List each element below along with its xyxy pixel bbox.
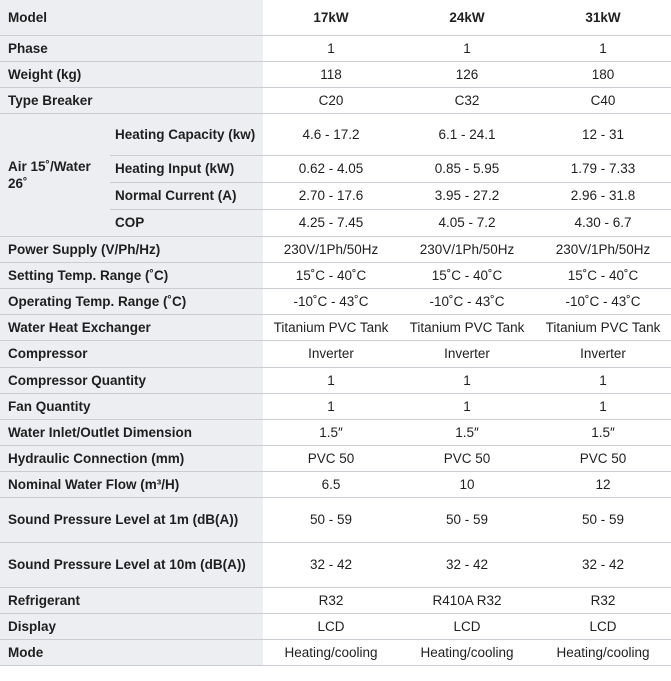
cell-value: 4.05 - 7.2 (399, 209, 535, 236)
row-label: Sound Pressure Level at 1m (dB(A)) (0, 497, 263, 542)
cell-value: C40 (535, 87, 671, 113)
cell-value: 32 - 42 (263, 542, 399, 587)
row-label: Nominal Water Flow (m³/H) (0, 471, 263, 497)
table-row (0, 113, 671, 155)
cell-value: 230V/1Ph/50Hz (263, 236, 399, 262)
cell-value: 118 (263, 61, 399, 87)
cell-value: 4.30 - 6.7 (535, 209, 671, 236)
header-label: Model (0, 0, 263, 35)
row-label: Sound Pressure Level at 10m (dB(A)) (0, 542, 263, 587)
cell-value: Titanium PVC Tank (399, 314, 535, 340)
header-col-24kw: 24kW (399, 0, 535, 35)
cell-value: R32 (535, 587, 671, 613)
row-label: Compressor Quantity (0, 367, 263, 393)
table-row (0, 471, 671, 497)
cell-value: -10˚C - 43˚C (263, 288, 399, 314)
cell-value: 1 (535, 393, 671, 419)
cell-value: Titanium PVC Tank (263, 314, 399, 340)
cell-value: 1.79 - 7.33 (535, 155, 671, 182)
row-label: Refrigerant (0, 587, 263, 613)
cell-value: Heating/cooling (535, 639, 671, 665)
cell-value: 1.5″ (399, 419, 535, 445)
row-label: Type Breaker (0, 87, 263, 113)
cell-value: 126 (399, 61, 535, 87)
cell-value: Heating/cooling (399, 639, 535, 665)
cell-value: 15˚C - 40˚C (535, 262, 671, 288)
sub-label: Heating Capacity (kw) (110, 113, 263, 155)
cell-value: Heating/cooling (263, 639, 399, 665)
row-label: Phase (0, 35, 263, 61)
row-label: Setting Temp. Range (˚C) (0, 262, 263, 288)
row-label: Water Inlet/Outlet Dimension (0, 419, 263, 445)
cell-value: 1 (263, 393, 399, 419)
cell-value: LCD (535, 613, 671, 639)
cell-value: 2.96 - 31.8 (535, 182, 671, 209)
cell-value: 12 (535, 471, 671, 497)
cell-value: Inverter (263, 340, 399, 367)
table-row (0, 236, 671, 262)
cell-value: 1 (263, 35, 399, 61)
cell-value: -10˚C - 43˚C (535, 288, 671, 314)
table-row (0, 445, 671, 471)
row-label: Compressor (0, 340, 263, 367)
table-row (0, 542, 671, 587)
cell-value: 0.85 - 5.95 (399, 155, 535, 182)
table-row (0, 587, 671, 613)
cell-value: 3.95 - 27.2 (399, 182, 535, 209)
row-label: Power Supply (V/Ph/Hz) (0, 236, 263, 262)
cell-value: 6.1 - 24.1 (399, 113, 535, 155)
cell-value: 50 - 59 (263, 497, 399, 542)
cell-value: 230V/1Ph/50Hz (399, 236, 535, 262)
cell-value: C20 (263, 87, 399, 113)
cell-value: 230V/1Ph/50Hz (535, 236, 671, 262)
cell-value: 32 - 42 (535, 542, 671, 587)
cell-value: 2.70 - 17.6 (263, 182, 399, 209)
cell-value: 1 (399, 393, 535, 419)
table-row (0, 613, 671, 639)
table-row (0, 87, 671, 113)
cell-value: LCD (399, 613, 535, 639)
table-row (0, 314, 671, 340)
cell-value: 0.62 - 4.05 (263, 155, 399, 182)
table-row (0, 262, 671, 288)
row-label: Operating Temp. Range (˚C) (0, 288, 263, 314)
cell-value: Inverter (399, 340, 535, 367)
header-col-31kw: 31kW (535, 0, 671, 35)
cell-value: 10 (399, 471, 535, 497)
cell-value: 4.25 - 7.45 (263, 209, 399, 236)
row-label: Weight (kg) (0, 61, 263, 87)
table-row (0, 367, 671, 393)
table-row (0, 393, 671, 419)
row-label: Display (0, 613, 263, 639)
group-label: Air 15˚/Water 26˚ (0, 113, 110, 236)
header-row (0, 0, 671, 35)
sub-label: Heating Input (kW) (110, 155, 263, 182)
cell-value: 6.5 (263, 471, 399, 497)
cell-value: 15˚C - 40˚C (263, 262, 399, 288)
cell-value: 50 - 59 (535, 497, 671, 542)
cell-value: 1 (399, 35, 535, 61)
cell-value: 32 - 42 (399, 542, 535, 587)
table-row (0, 61, 671, 87)
table-row (0, 639, 671, 665)
cell-value: 12 - 31 (535, 113, 671, 155)
cell-value: 1 (263, 367, 399, 393)
table-row (0, 35, 671, 61)
cell-value: R32 (263, 587, 399, 613)
cell-value: LCD (263, 613, 399, 639)
table-row (0, 419, 671, 445)
cell-value: 1.5″ (535, 419, 671, 445)
sub-label: Normal Current (A) (110, 182, 263, 209)
cell-value: PVC 50 (263, 445, 399, 471)
cell-value: 50 - 59 (399, 497, 535, 542)
cell-value: 1 (535, 35, 671, 61)
cell-value: 1.5″ (263, 419, 399, 445)
cell-value: PVC 50 (535, 445, 671, 471)
row-label: Water Heat Exchanger (0, 314, 263, 340)
table-row (0, 288, 671, 314)
cell-value: 1 (399, 367, 535, 393)
cell-value: R410A R32 (399, 587, 535, 613)
header-col-17kw: 17kW (263, 0, 399, 35)
table-row (0, 497, 671, 542)
cell-value: 180 (535, 61, 671, 87)
row-label: Mode (0, 639, 263, 665)
cell-value: 4.6 - 17.2 (263, 113, 399, 155)
row-label: Hydraulic Connection (mm) (0, 445, 263, 471)
sub-label: COP (110, 209, 263, 236)
cell-value: Inverter (535, 340, 671, 367)
cell-value: -10˚C - 43˚C (399, 288, 535, 314)
cell-value: C32 (399, 87, 535, 113)
cell-value: PVC 50 (399, 445, 535, 471)
cell-value: 15˚C - 40˚C (399, 262, 535, 288)
cell-value: 1 (535, 367, 671, 393)
row-label: Fan Quantity (0, 393, 263, 419)
cell-value: Titanium PVC Tank (535, 314, 671, 340)
table-row (0, 340, 671, 367)
